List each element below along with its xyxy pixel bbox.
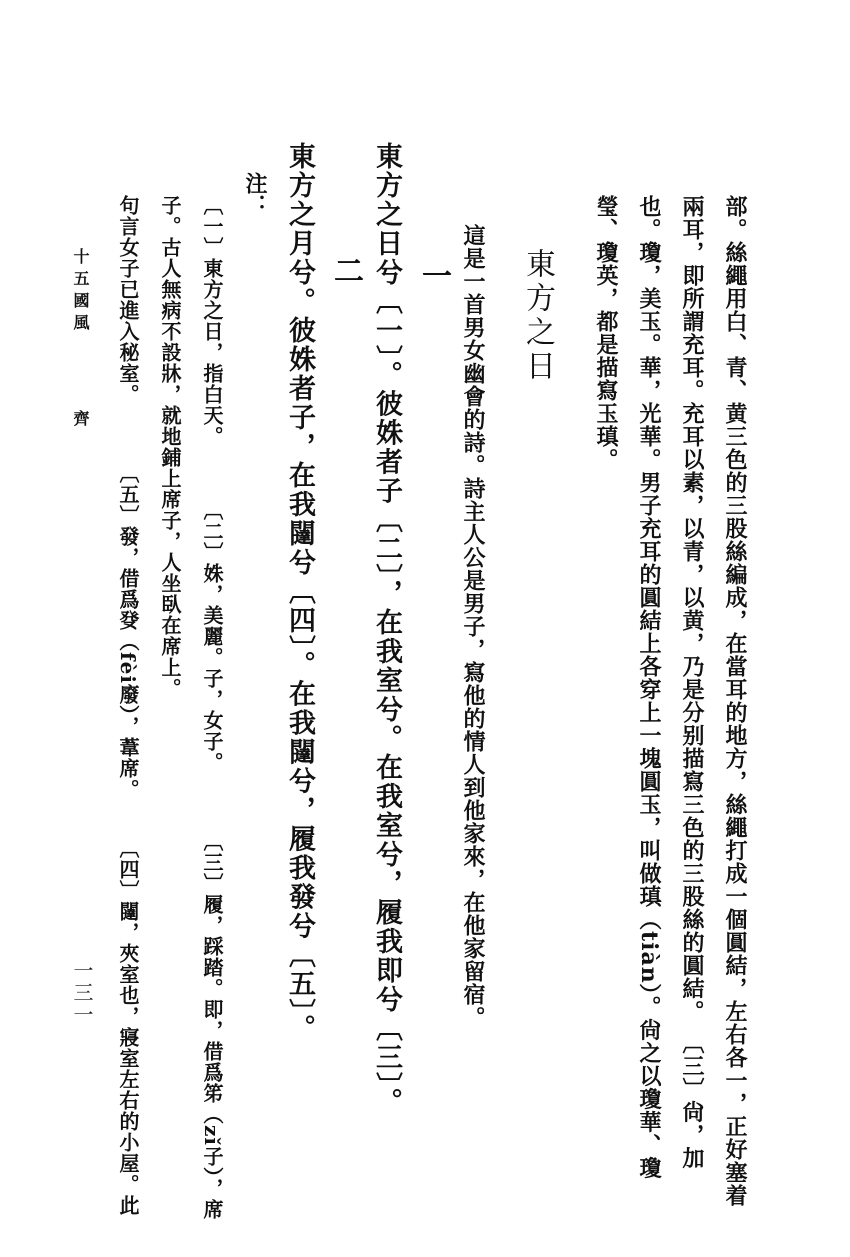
commentary-column-2: 兩耳，即所謂充耳。充耳以素，以青，以黄，乃是分别描寫三色的三股絲的圓結。 〔三〕尙，加 xyxy=(679,195,705,1170)
note-4: 〔四〕闥，夾室也，寢室左右的小屋。此 xyxy=(116,837,140,1216)
stanza-2-number: 二 xyxy=(328,255,363,285)
commentary-column-4: 瑩、瓊英，都是描寫玉瑱。 xyxy=(593,195,619,471)
note-3: 〔三〕履，踩踏。即，借爲笫（zǐ子），席 xyxy=(200,830,224,1220)
notes-column-1 xyxy=(202,195,222,1220)
stanza-1-text: 東方之日兮〔一〕。彼姝者子〔二〕，在我室兮。在我室兮，履我即兮〔三〕。 xyxy=(371,142,402,1117)
commentary-column-1: 部。絲繩用白、青、黄三色的三股絲編成，在當耳的地方，絲繩打成一個圓結，左右各一，正好塞着 xyxy=(722,195,748,1207)
notes-heading: 注： xyxy=(242,172,268,216)
poem-title: 東方之日 xyxy=(520,248,555,384)
note-1: 〔一〕東方之日，指白天。 xyxy=(200,195,224,447)
notes-column-3 xyxy=(118,195,138,1216)
stanza-1-number: 一 xyxy=(416,260,451,290)
note-2: 〔二〕姝，美麗。子，女子。 xyxy=(200,499,224,773)
note-5: 句言女子已進入秘室。 xyxy=(116,195,140,405)
notes-column-2: 子。古人無病不設牀，就地鋪上席子，人坐臥在席上。 xyxy=(158,195,182,699)
commentary-column-3: 也。瓊，美玉。華，光華。男子充耳的圓結上各穿上一塊圓玉，叫做瑱（tiàn）。尙之以瓊華、瓊 xyxy=(636,195,662,1180)
stanza-2-text: 東方之月兮。彼姝者子，在我闥兮〔四〕。在我闥兮，履我發兮〔五〕。 xyxy=(284,142,315,1043)
page-number: 一三一 xyxy=(70,960,94,1026)
note-6: 〔五〕發，借爲癹（fèi廢），葦席。 xyxy=(116,462,140,800)
poem-intro: 這是一首男女幽會的詩。詩主人公是男子，寫他的情人到他家來，在他家留宿。 xyxy=(460,224,486,1029)
running-head-label: 十五國風 xyxy=(71,248,90,336)
running-head-section: 齊 xyxy=(71,410,90,432)
